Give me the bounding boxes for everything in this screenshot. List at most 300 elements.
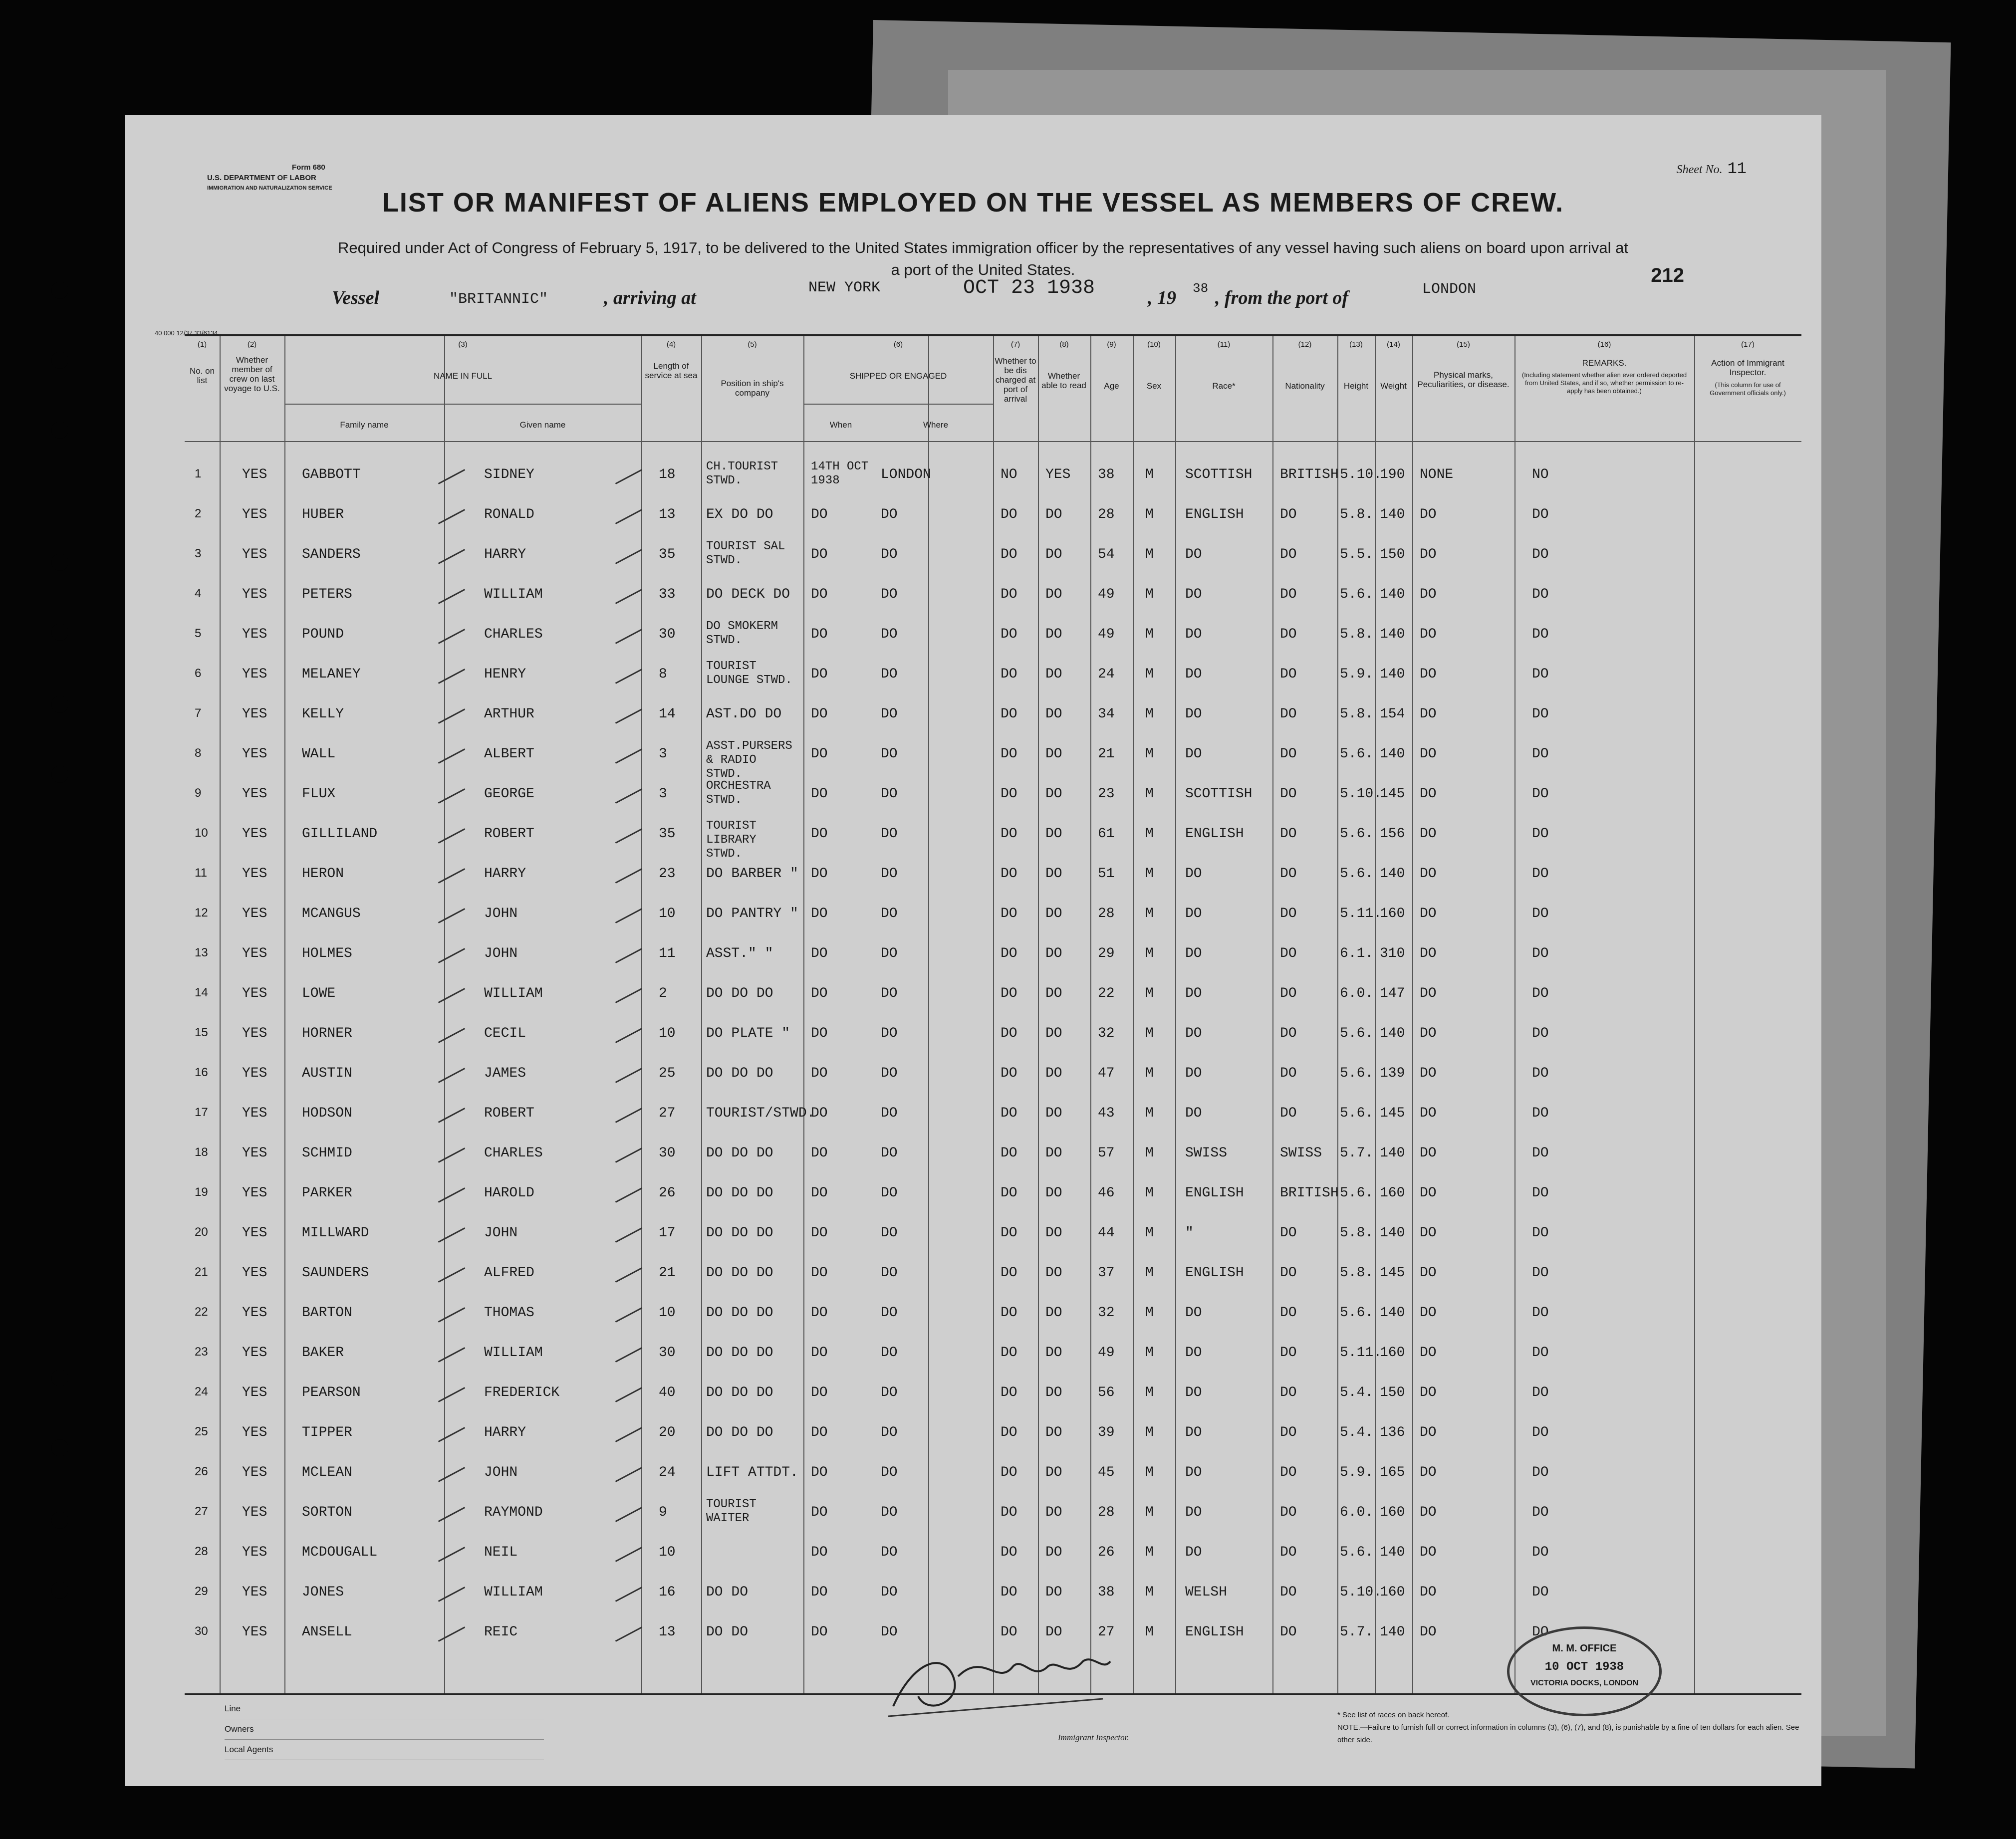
height: 5.6. <box>1340 1106 1374 1121</box>
remarks: DO <box>1532 587 1549 602</box>
sex: M <box>1145 1026 1154 1041</box>
check-mark-family <box>438 509 465 524</box>
footer-fields <box>225 1699 544 1760</box>
check-mark-family <box>438 988 465 1003</box>
family-name: TIPPER <box>302 1425 352 1440</box>
sex: M <box>1145 1225 1154 1241</box>
row-number: 22 <box>195 1305 208 1319</box>
given-name: JOHN <box>484 946 518 961</box>
remarks: DO <box>1532 746 1549 762</box>
binder-hole <box>51 696 68 713</box>
able-to-read: DO <box>1045 906 1062 921</box>
nationality: SWISS <box>1280 1146 1322 1161</box>
document-title: LIST OR MANIFEST OF ALIENS EMPLOYED ON THE VESSEL AS MEMBERS OF CREW. <box>382 188 1564 218</box>
discharge-flag: DO <box>1001 1585 1017 1600</box>
check-mark-given <box>615 748 642 764</box>
col5-header: Position in ship's company <box>721 379 784 398</box>
position: AST.DO DO <box>706 706 782 722</box>
race: DO <box>1185 667 1202 682</box>
check-mark-family <box>438 1587 465 1602</box>
physical-marks: DO <box>1420 627 1437 642</box>
given-name: REIC <box>484 1624 518 1640</box>
able-to-read: DO <box>1045 986 1062 1001</box>
weight: 140 <box>1380 627 1405 642</box>
age: 61 <box>1098 826 1115 842</box>
shipped-where: DO <box>881 826 898 842</box>
weight: 154 <box>1380 706 1405 722</box>
sex: M <box>1145 1385 1154 1400</box>
position: DO DO DO <box>706 1345 773 1361</box>
age: 37 <box>1098 1265 1115 1281</box>
nationality: DO <box>1280 1585 1297 1600</box>
table-row <box>185 1334 1801 1374</box>
able-to-read: DO <box>1045 1465 1062 1480</box>
row-number: 23 <box>195 1345 208 1359</box>
weight: 150 <box>1380 547 1405 562</box>
row-number: 11 <box>195 866 207 880</box>
given-name: ROBERT <box>484 826 534 842</box>
position: DO DO DO <box>706 1185 773 1201</box>
position: TOURIST LOUNGE STWD. <box>706 660 792 687</box>
row-number: 16 <box>195 1066 208 1079</box>
nationality: DO <box>1280 906 1297 921</box>
able-to-read: DO <box>1045 866 1062 882</box>
crew-member-flag: YES <box>242 1545 267 1560</box>
col15-number: (15) <box>1457 340 1470 349</box>
height: 5.5. <box>1340 547 1374 562</box>
age: 49 <box>1098 1345 1115 1361</box>
col7-number: (7) <box>1010 340 1020 349</box>
position: TOURIST WAITER <box>706 1498 756 1525</box>
sex: M <box>1145 946 1154 961</box>
age: 22 <box>1098 986 1115 1001</box>
position: DO DO DO <box>706 1066 773 1081</box>
shipped-where: DO <box>881 507 898 522</box>
col2-header: Whether member of crew on last voyage to U.S. <box>224 355 280 393</box>
remarks: DO <box>1532 1106 1549 1121</box>
col10-number: (10) <box>1147 340 1161 349</box>
physical-marks: DO <box>1420 1545 1437 1560</box>
table-row <box>185 1414 1801 1454</box>
weight: 310 <box>1380 946 1405 961</box>
binder-hole <box>51 1582 68 1599</box>
row-number: 26 <box>195 1465 208 1478</box>
voyage-line <box>125 277 1821 317</box>
shipped-where: DO <box>881 1425 898 1440</box>
family-name: SAUNDERS <box>302 1265 369 1281</box>
shipped-when: DO <box>811 1545 828 1560</box>
family-name: MCDOUGALL <box>302 1545 378 1560</box>
weight: 160 <box>1380 1345 1405 1361</box>
service-length: 8 <box>659 667 667 682</box>
discharge-flag: DO <box>1001 826 1017 842</box>
binder-hole <box>51 624 68 641</box>
check-mark-given <box>615 1427 642 1442</box>
shipped-where: DO <box>881 1385 898 1400</box>
crew-member-flag: YES <box>242 507 267 522</box>
col16-header: REMARKS. <box>1582 358 1627 368</box>
crew-member-flag: YES <box>242 1425 267 1440</box>
family-name: SORTON <box>302 1505 352 1520</box>
shipped-where: DO <box>881 866 898 882</box>
physical-marks: DO <box>1420 1265 1437 1281</box>
table-row <box>185 1015 1801 1055</box>
shipped-when: DO <box>811 627 828 642</box>
height: 5.9. <box>1340 667 1374 682</box>
table-row <box>185 496 1801 536</box>
col14-number: (14) <box>1387 340 1400 349</box>
weight: 160 <box>1380 906 1405 921</box>
shipped-when: DO <box>811 746 828 762</box>
age: 56 <box>1098 1385 1115 1400</box>
shipped-when: DO <box>811 826 828 842</box>
crew-member-flag: YES <box>242 826 267 842</box>
age: 21 <box>1098 746 1115 762</box>
table-row <box>185 775 1801 815</box>
service-length: 16 <box>659 1585 676 1600</box>
weight: 150 <box>1380 1385 1405 1400</box>
able-to-read: DO <box>1045 1345 1062 1361</box>
age: 49 <box>1098 627 1115 642</box>
remarks: DO <box>1532 946 1549 961</box>
family-name: HORNER <box>302 1026 352 1041</box>
row-number: 19 <box>195 1185 208 1199</box>
check-mark-family <box>438 469 465 484</box>
col13-number: (13) <box>1349 340 1363 349</box>
family-name: PETERS <box>302 587 352 602</box>
table-row <box>185 1135 1801 1174</box>
given-name: HAROLD <box>484 1185 534 1201</box>
remarks: DO <box>1532 1185 1549 1201</box>
height: 5.10. <box>1340 786 1382 802</box>
height: 6.0. <box>1340 986 1374 1001</box>
weight: 140 <box>1380 1624 1405 1640</box>
height: 5.8. <box>1340 1265 1374 1281</box>
race: DO <box>1185 1505 1202 1520</box>
discharge-flag: NO <box>1001 467 1017 482</box>
table-row <box>185 1254 1801 1294</box>
binder-hole <box>51 1370 68 1386</box>
able-to-read: DO <box>1045 946 1062 961</box>
shipped-where: DO <box>881 547 898 562</box>
remarks: DO <box>1532 826 1549 842</box>
family-name: JONES <box>302 1585 344 1600</box>
race: DO <box>1185 1345 1202 1361</box>
given-name: WILLIAM <box>484 1345 543 1361</box>
check-mark-family <box>438 669 465 684</box>
local-agents-label: Local Agents <box>225 1740 544 1760</box>
height: 5.9. <box>1340 1465 1374 1480</box>
given-name: ROBERT <box>484 1106 534 1121</box>
sex: M <box>1145 826 1154 842</box>
table-row <box>185 695 1801 735</box>
check-mark-family <box>438 1387 465 1402</box>
physical-marks: DO <box>1420 786 1437 802</box>
family-name: FLUX <box>302 786 336 802</box>
age: 32 <box>1098 1305 1115 1321</box>
crew-member-flag: YES <box>242 786 267 802</box>
remarks: DO <box>1532 906 1549 921</box>
sex: M <box>1145 1066 1154 1081</box>
family-name: HOLMES <box>302 946 352 961</box>
physical-marks: DO <box>1420 1106 1437 1121</box>
race: DO <box>1185 706 1202 722</box>
nationality: DO <box>1280 986 1297 1001</box>
service-length: 35 <box>659 547 676 562</box>
race: ENGLISH <box>1185 826 1244 842</box>
given-name: RAYMOND <box>484 1505 543 1520</box>
physical-marks: DO <box>1420 1425 1437 1440</box>
sex: M <box>1145 1265 1154 1281</box>
able-to-read: DO <box>1045 746 1062 762</box>
shipped-where: DO <box>881 1225 898 1241</box>
given-name: HARRY <box>484 866 526 882</box>
remarks: DO <box>1532 1305 1549 1321</box>
race: DO <box>1185 627 1202 642</box>
sex: M <box>1145 1425 1154 1440</box>
height: 5.11. <box>1340 906 1382 921</box>
physical-marks: DO <box>1420 1624 1437 1640</box>
discharge-flag: DO <box>1001 1385 1017 1400</box>
position: ASST." " <box>706 946 773 961</box>
nationality: DO <box>1280 587 1297 602</box>
discharge-flag: DO <box>1001 1185 1017 1201</box>
family-name: ANSELL <box>302 1624 352 1640</box>
row-number: 28 <box>195 1545 208 1558</box>
height: 5.4. <box>1340 1425 1374 1440</box>
age: 28 <box>1098 507 1115 522</box>
shipped-where: DO <box>881 746 898 762</box>
crew-member-flag: YES <box>242 946 267 961</box>
position: DO DO DO <box>706 1385 773 1400</box>
physical-marks: DO <box>1420 1026 1437 1041</box>
remarks: DO <box>1532 986 1549 1001</box>
able-to-read: DO <box>1045 1425 1062 1440</box>
service-length: 3 <box>659 786 667 802</box>
check-mark-given <box>615 509 642 524</box>
service-length: 30 <box>659 1345 676 1361</box>
remarks: DO <box>1532 1545 1549 1560</box>
position: EX DO DO <box>706 507 773 522</box>
row-number: 21 <box>195 1265 208 1279</box>
race: SCOTTISH <box>1185 786 1253 802</box>
table-row <box>185 975 1801 1015</box>
physical-marks: DO <box>1420 906 1437 921</box>
family-name: HUBER <box>302 507 344 522</box>
shipped-when: 14TH OCT 1938 <box>811 460 869 487</box>
remarks: NO <box>1532 467 1549 482</box>
table-row <box>185 1095 1801 1135</box>
binder-hole <box>51 282 68 299</box>
when-header: When <box>829 420 852 430</box>
position: DO BARBER " <box>706 866 798 882</box>
given-name: WILLIAM <box>484 587 543 602</box>
race: DO <box>1185 1106 1202 1121</box>
discharge-flag: DO <box>1001 587 1017 602</box>
shipped-when: DO <box>811 587 828 602</box>
year-value: 38 <box>1193 281 1209 296</box>
row-number: 3 <box>195 547 202 560</box>
physical-marks: DO <box>1420 547 1437 562</box>
col8-number: (8) <box>1059 340 1069 349</box>
service-length: 33 <box>659 587 676 602</box>
service-length: 30 <box>659 1146 676 1161</box>
row-number: 27 <box>195 1505 208 1518</box>
family-name: KELLY <box>302 706 344 722</box>
able-to-read: DO <box>1045 1545 1062 1560</box>
discharge-flag: DO <box>1001 946 1017 961</box>
physical-marks: DO <box>1420 1465 1437 1480</box>
col3-header: NAME IN FULL <box>433 371 493 381</box>
height: 5.6. <box>1340 1185 1374 1201</box>
able-to-read: DO <box>1045 1505 1062 1520</box>
service-length: 3 <box>659 746 667 762</box>
crew-member-flag: YES <box>242 1305 267 1321</box>
shipped-when: DO <box>811 547 828 562</box>
col11-header: Race* <box>1212 381 1236 391</box>
shipped-when: DO <box>811 706 828 722</box>
remarks: DO <box>1532 547 1549 562</box>
weight: 140 <box>1380 1146 1405 1161</box>
col17-number: (17) <box>1741 340 1755 349</box>
shipped-when: DO <box>811 1425 828 1440</box>
given-name: ALFRED <box>484 1265 534 1281</box>
check-mark-family <box>438 1626 465 1642</box>
sex: M <box>1145 1585 1154 1600</box>
sex: M <box>1145 467 1154 482</box>
weight: 160 <box>1380 1505 1405 1520</box>
service-name: IMMIGRATION AND NATURALIZATION SERVICE <box>207 185 332 191</box>
able-to-read: YES <box>1045 467 1071 482</box>
remarks: DO <box>1532 1505 1549 1520</box>
weight: 140 <box>1380 507 1405 522</box>
position: DO SMOKERM STWD. <box>706 620 778 647</box>
table-row <box>185 935 1801 975</box>
discharge-flag: DO <box>1001 1345 1017 1361</box>
from-port: LONDON <box>1422 281 1477 298</box>
able-to-read: DO <box>1045 786 1062 802</box>
height: 5.10. <box>1340 467 1382 482</box>
table-row <box>185 895 1801 935</box>
shipped-when: DO <box>811 1225 828 1241</box>
shipped-where: DO <box>881 627 898 642</box>
check-mark-given <box>615 1307 642 1323</box>
position: TOURIST SAL STWD. <box>706 540 785 567</box>
crew-member-flag: YES <box>242 706 267 722</box>
document-subtitle: Required under Act of Congress of February 5, 1917, to be delivered to the United States immigration officer by the representatives of any vessel having such aliens on board upon arrival at a port of the United States. <box>338 239 1628 278</box>
row-number: 9 <box>195 786 202 800</box>
race: ENGLISH <box>1185 507 1244 522</box>
crew-member-flag: YES <box>242 1345 267 1361</box>
sex: M <box>1145 786 1154 802</box>
table-row <box>185 616 1801 656</box>
sex: M <box>1145 986 1154 1001</box>
shipped-when: DO <box>811 1585 828 1600</box>
row-number: 17 <box>195 1106 208 1119</box>
row-number: 7 <box>195 706 202 720</box>
weight: 140 <box>1380 746 1405 762</box>
discharge-flag: DO <box>1001 1545 1017 1560</box>
weight: 136 <box>1380 1425 1405 1440</box>
shipped-where: DO <box>881 706 898 722</box>
check-mark-given <box>615 1267 642 1283</box>
manifest-page <box>125 115 1821 1786</box>
able-to-read: DO <box>1045 1066 1062 1081</box>
position: DO DO DO <box>706 1265 773 1281</box>
remarks: DO <box>1532 507 1549 522</box>
sex: M <box>1145 1185 1154 1201</box>
row-number: 18 <box>195 1146 208 1159</box>
nationality: DO <box>1280 1026 1297 1041</box>
check-mark-family <box>438 1507 465 1522</box>
nationality: DO <box>1280 1225 1297 1241</box>
shipped-when: DO <box>811 667 828 682</box>
check-mark-given <box>615 988 642 1003</box>
row-number: 1 <box>195 467 202 480</box>
nationality: DO <box>1280 1465 1297 1480</box>
remarks: DO <box>1532 866 1549 882</box>
shipped-when: DO <box>811 1185 828 1201</box>
service-length: 21 <box>659 1265 676 1281</box>
physical-marks: DO <box>1420 1385 1437 1400</box>
row-number: 5 <box>195 627 202 640</box>
check-mark-given <box>615 1028 642 1043</box>
able-to-read: DO <box>1045 1585 1062 1600</box>
height: 5.10. <box>1340 1585 1382 1600</box>
col7-header: Whether to be dis charged at port of arrival <box>995 356 1036 404</box>
physical-marks: DO <box>1420 1066 1437 1081</box>
crew-member-flag: YES <box>242 1146 267 1161</box>
family-name: SANDERS <box>302 547 361 562</box>
col17-subheader: (This column for use of Government officials only.) <box>1710 381 1786 397</box>
shipped-when: DO <box>811 786 828 802</box>
stamp-date: 10 OCT 1938 <box>1544 1660 1624 1674</box>
physical-marks: DO <box>1420 1305 1437 1321</box>
weight: 140 <box>1380 667 1405 682</box>
weight: 140 <box>1380 587 1405 602</box>
sex: M <box>1145 547 1154 562</box>
height: 5.8. <box>1340 627 1374 642</box>
physical-marks: DO <box>1420 866 1437 882</box>
check-mark-given <box>615 629 642 644</box>
age: 45 <box>1098 1465 1115 1480</box>
race: DO <box>1185 746 1202 762</box>
check-mark-family <box>438 1347 465 1363</box>
service-length: 13 <box>659 1624 676 1640</box>
check-mark-given <box>615 589 642 604</box>
check-mark-family <box>438 748 465 764</box>
service-length: 25 <box>659 1066 676 1081</box>
where-header: Where <box>923 420 949 430</box>
physical-marks: DO <box>1420 746 1437 762</box>
table-row <box>185 1534 1801 1574</box>
remarks: DO <box>1532 1345 1549 1361</box>
weight: 145 <box>1380 1265 1405 1281</box>
check-mark-given <box>615 1587 642 1602</box>
check-mark-given <box>615 1507 642 1522</box>
given-name-header: Given name <box>519 420 566 430</box>
col9-header: Age <box>1104 381 1119 391</box>
check-mark-family <box>438 1227 465 1243</box>
family-name: MELANEY <box>302 667 361 682</box>
given-name: HARRY <box>484 547 526 562</box>
age: 24 <box>1098 667 1115 682</box>
family-name: LOWE <box>302 986 336 1001</box>
shipped-where: DO <box>881 1505 898 1520</box>
col16-subheader: (Including statement whether alien ever ordered deported from United States, and if so, whether permission to re-apply has been obtained.) <box>1521 371 1687 395</box>
age: 38 <box>1098 467 1115 482</box>
position: DO DO DO <box>706 986 773 1001</box>
